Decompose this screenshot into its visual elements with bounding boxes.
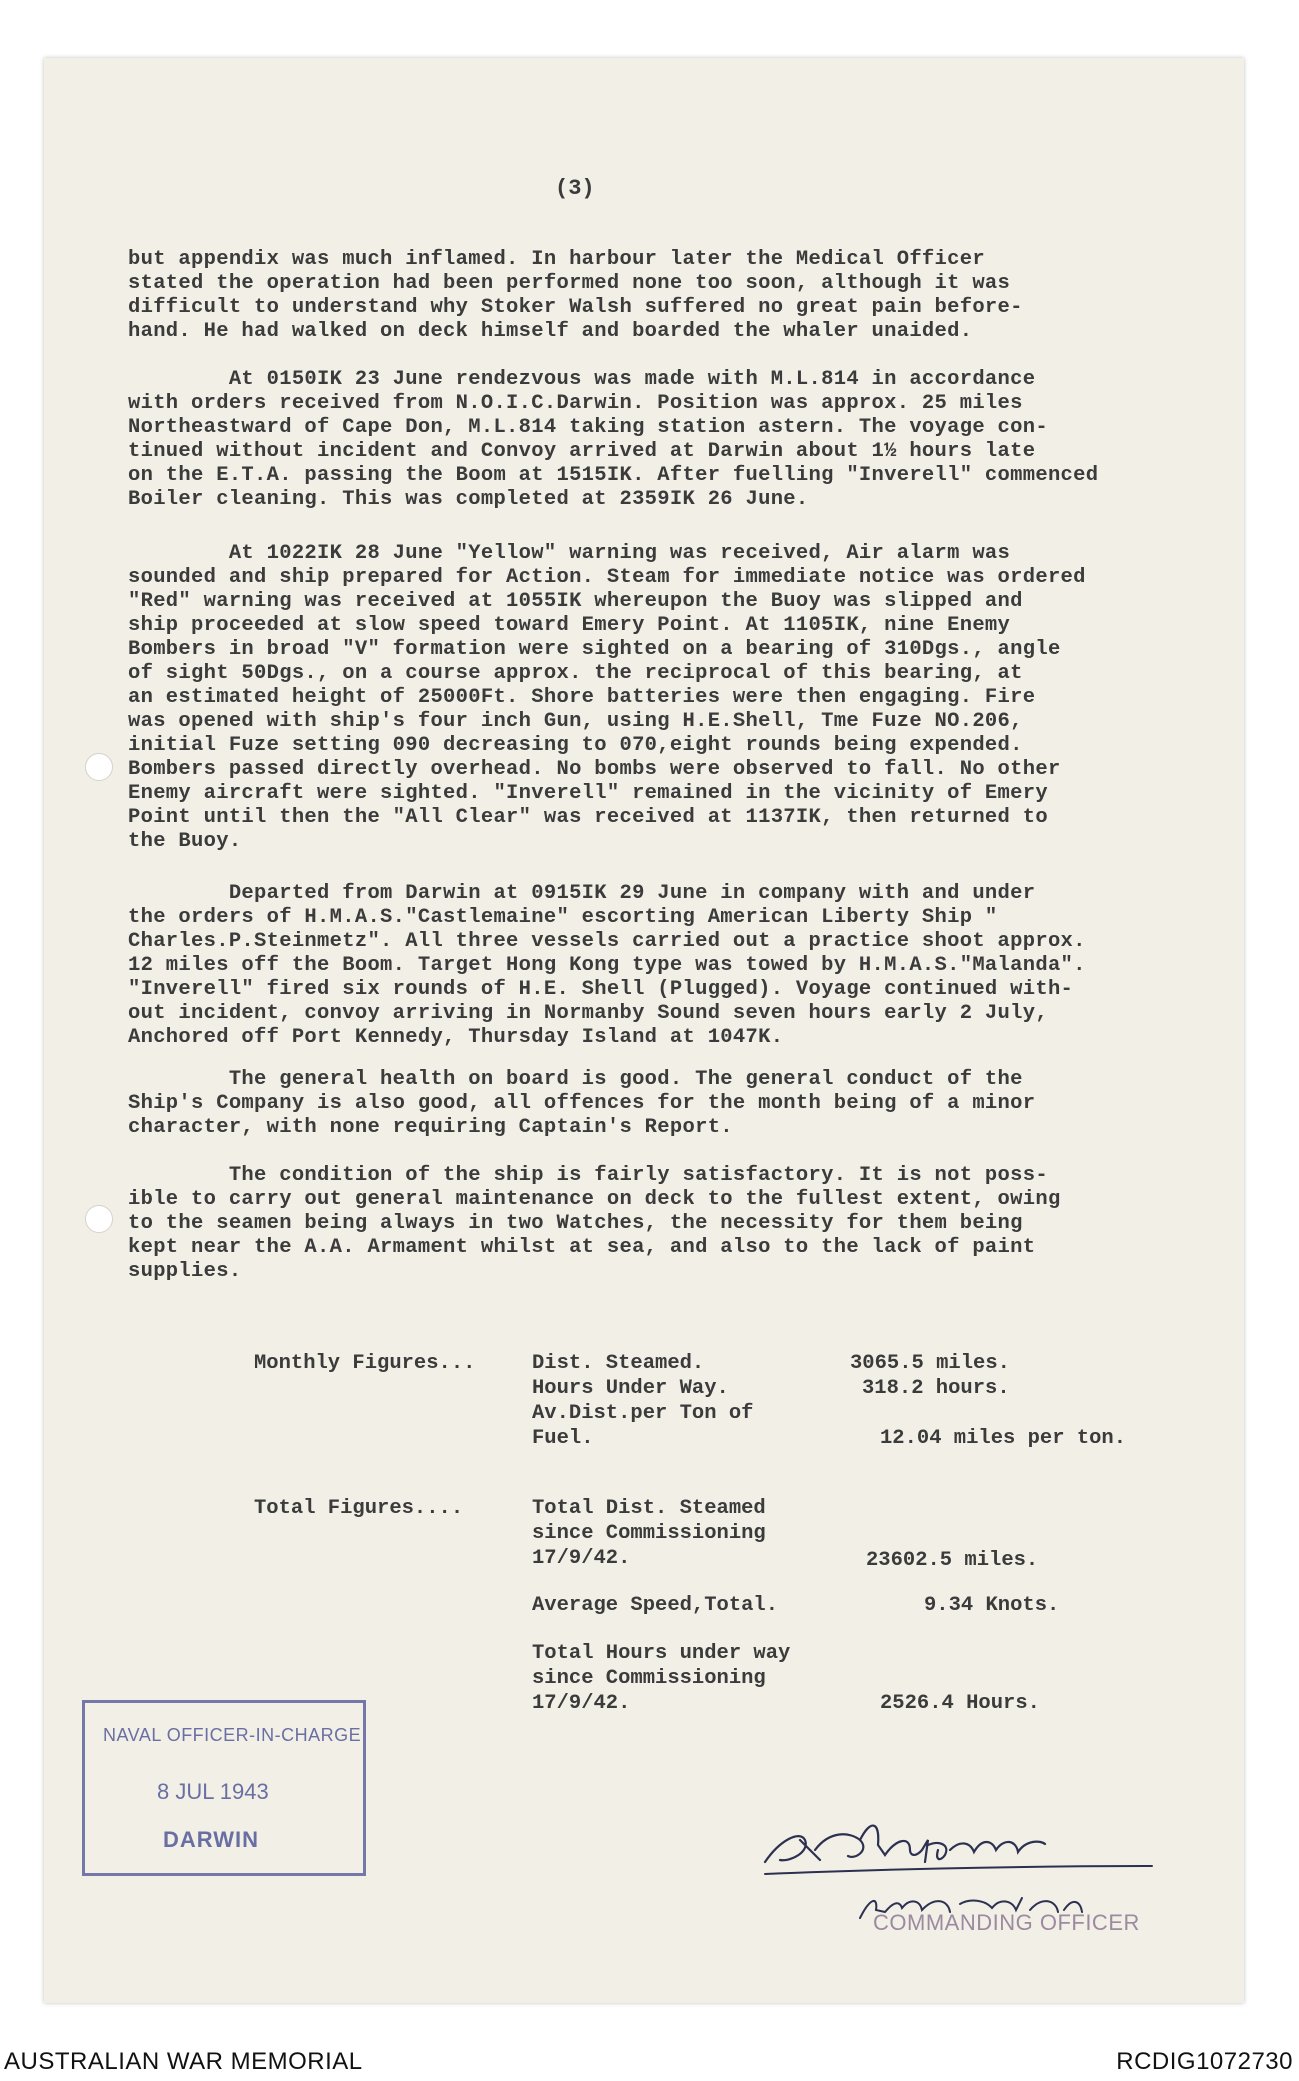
text-line: hand. He had walked on deck himself and boarded the whaler unaided. xyxy=(128,320,973,343)
figure-value: 12.04 miles per ton. xyxy=(880,1427,1127,1450)
figure-value: 9.34 Knots. xyxy=(924,1594,1060,1617)
figure-label: Av.Dist.per Ton of xyxy=(532,1402,754,1425)
page-number: (3) xyxy=(555,176,595,201)
text-line: difficult to understand why Stoker Walsh suffered no great pain before- xyxy=(128,296,1023,319)
figure-label: Dist. Steamed. xyxy=(532,1352,705,1375)
text-line: Northeastward of Cape Don, M.L.814 taking station astern. The voyage con- xyxy=(128,416,1048,439)
punch-hole xyxy=(85,1205,113,1233)
text-line: At 1022IK 28 June "Yellow" warning was received, Air alarm was xyxy=(128,542,1011,565)
commanding-officer-stamp: COMMANDING OFFICER xyxy=(873,1910,1140,1935)
text-line: Departed from Darwin at 0915IK 29 June in company with and under xyxy=(128,882,1036,905)
figure-value: 23602.5 miles. xyxy=(866,1549,1039,1572)
punch-hole xyxy=(85,753,113,781)
text-line: on the E.T.A. passing the Boom at 1515IK. After fuelling "Inverell" commenced xyxy=(128,464,1099,487)
text-line: supplies. xyxy=(128,1260,242,1283)
paragraph-1 xyxy=(128,248,1248,344)
text-line: the orders of H.M.A.S."Castlemaine" escorting American Liberty Ship " xyxy=(128,906,998,929)
text-line: Enemy aircraft were sighted. "Inverell" remained in the vicinity of Emery xyxy=(128,782,1048,805)
monthly-figures-heading: Monthly Figures... xyxy=(254,1352,476,1375)
text-line: out incident, convoy arriving in Normanby Sound seven hours early 2 July, xyxy=(128,1002,1048,1025)
figure-label: Total Hours under way xyxy=(532,1642,791,1665)
stamp-office: NAVAL OFFICER-IN-CHARGE xyxy=(103,1725,362,1745)
text-line: At 0150IK 23 June rendezvous was made with M.L.814 in accordance xyxy=(128,368,1036,391)
stamp-place: DARWIN xyxy=(163,1827,260,1852)
text-line: Boiler cleaning. This was completed at 2359IK 26 June. xyxy=(128,488,809,511)
text-line: Ship's Company is also good, all offences for the month being of a minor xyxy=(128,1092,1036,1115)
text-line: initial Fuze setting 090 decreasing to 070,eight rounds being expended. xyxy=(128,734,1023,757)
paragraph-6 xyxy=(128,1164,1248,1284)
figure-label: 17/9/42. xyxy=(532,1692,631,1715)
figure-label: since Commissioning xyxy=(532,1522,766,1545)
figure-label: since Commissioning xyxy=(532,1667,766,1690)
figure-label: Average Speed,Total. xyxy=(532,1594,779,1617)
text-line: to the seamen being always in two Watches, the necessity for them being xyxy=(128,1212,1023,1235)
total-figures-heading: Total Figures.... xyxy=(254,1497,464,1520)
text-line: Bombers passed directly overhead. No bombs were observed to fall. No other xyxy=(128,758,1061,781)
text-line: with orders received from N.O.I.C.Darwin. Position was approx. 25 miles xyxy=(128,392,1023,415)
text-line: Anchored off Port Kennedy, Thursday Island at 1047K. xyxy=(128,1026,784,1049)
text-line: but appendix was much inflamed. In harbour later the Medical Officer xyxy=(128,248,985,271)
text-line: "Inverell" fired six rounds of H.E. Shell (Plugged). Voyage continued with- xyxy=(128,978,1074,1001)
text-line: an estimated height of 25000Ft. Shore batteries were then engaging. Fire xyxy=(128,686,1036,709)
figure-value: 318.2 hours. xyxy=(862,1377,1010,1400)
text-line: the Buoy. xyxy=(128,830,242,853)
figure-value: 2526.4 Hours. xyxy=(880,1692,1040,1715)
text-line: ship proceeded at slow speed toward Emery Point. At 1105IK, nine Enemy xyxy=(128,614,1011,637)
paragraph-4 xyxy=(128,882,1248,1050)
figure-label: Fuel. xyxy=(532,1427,594,1450)
text-line: character, with none requiring Captain's Report. xyxy=(128,1116,733,1139)
figure-label: Hours Under Way. xyxy=(532,1377,729,1400)
text-line: The condition of the ship is fairly satisfactory. It is not poss- xyxy=(128,1164,1048,1187)
text-line: tinued without incident and Convoy arrived at Darwin about 1½ hours late xyxy=(128,440,1036,463)
received-stamp xyxy=(82,1700,366,1876)
footer-id: RCDIG1072730 xyxy=(1116,2048,1293,2075)
text-line: Bombers in broad "V" formation were sighted on a bearing of 310Dgs., angle xyxy=(128,638,1061,661)
text-line: was opened with ship's four inch Gun, using H.E.Shell, Tme Fuze NO.206, xyxy=(128,710,1023,733)
text-line: sounded and ship prepared for Action. Steam for immediate notice was ordered xyxy=(128,566,1086,589)
paragraph-2 xyxy=(128,368,1248,512)
figure-label: 17/9/42. xyxy=(532,1547,631,1570)
footer-source: AUSTRALIAN WAR MEMORIAL xyxy=(4,2048,363,2075)
paragraph-5 xyxy=(128,1068,1248,1140)
text-line: of sight 50Dgs., on a course approx. the reciprocal of this bearing, at xyxy=(128,662,1023,685)
text-line: The general health on board is good. The general conduct of the xyxy=(128,1068,1023,1091)
text-line: stated the operation had been performed none too soon, although it was xyxy=(128,272,1011,295)
figure-label: Total Dist. Steamed xyxy=(532,1497,766,1520)
figure-value: 3065.5 miles. xyxy=(850,1352,1010,1375)
text-line: kept near the A.A. Armament whilst at sea, and also to the lack of paint xyxy=(128,1236,1036,1259)
text-line: Charles.P.Steinmetz". All three vessels carried out a practice shoot approx. xyxy=(128,930,1086,953)
paragraph-3 xyxy=(128,542,1248,854)
text-line: ible to carry out general maintenance on deck to the fullest extent, owing xyxy=(128,1188,1061,1211)
text-line: "Red" warning was received at 1055IK whereupon the Buoy was slipped and xyxy=(128,590,1023,613)
stamp-date: 8 JUL 1943 xyxy=(157,1779,269,1804)
text-line: Point until then the "All Clear" was received at 1137IK, then returned to xyxy=(128,806,1048,829)
text-line: 12 miles off the Boom. Target Hong Kong type was towed by H.M.A.S."Malanda". xyxy=(128,954,1086,977)
